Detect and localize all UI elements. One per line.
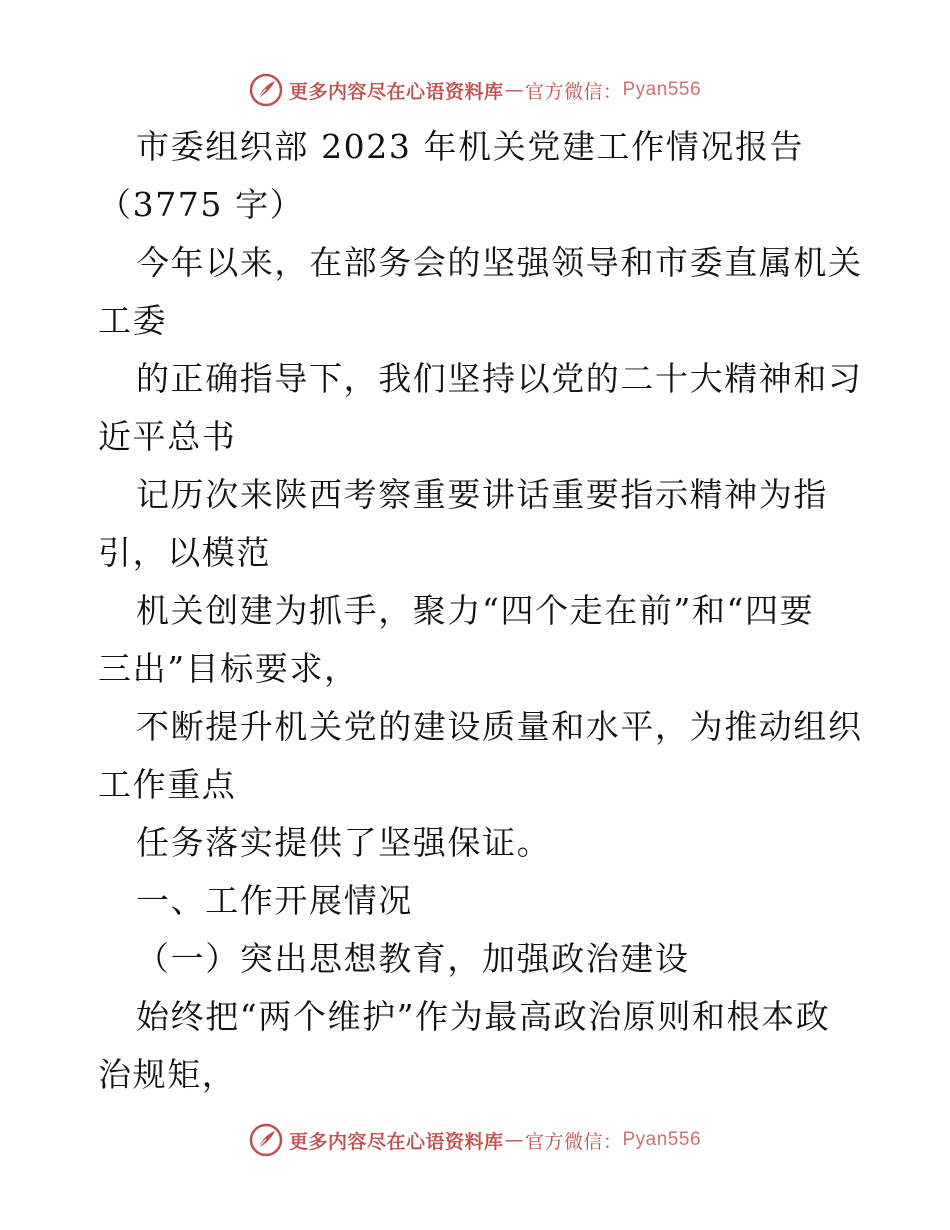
watermark-wechat-label: 官方微信： <box>524 80 623 103</box>
document-title: 市委组织部 2023 年机关党建工作情况报告 <box>136 127 805 166</box>
text-line: 任务落实提供了坚强保证。 <box>136 823 552 862</box>
text-line: 今年以来，在部务会的坚强领导和市委直属机关 <box>136 243 863 282</box>
watermark-wechat-label: 官方微信： <box>524 1130 623 1153</box>
text-line: 近平总书 <box>98 417 237 456</box>
watermark-brand: 更多内容尽在心语资料库 <box>288 1130 504 1153</box>
feather-pen-logo-icon <box>249 73 283 107</box>
text-line: 三出”目标要求， <box>98 649 359 688</box>
text-line: 的正确指导下，我们坚持以党的二十大精神和习 <box>136 359 863 398</box>
watermark-separator: — <box>504 1129 524 1151</box>
text-line: 机关创建为抓手，聚力“四个走在前”和“四要 <box>136 591 815 630</box>
text-line: 始终把“两个维护”作为最高政治原则和根本政 <box>136 997 831 1036</box>
document-body <box>98 118 863 1104</box>
section-heading: 一、工作开展情况 <box>136 881 413 920</box>
text-line: 治规矩， <box>98 1055 237 1094</box>
feather-pen-logo-icon <box>249 1123 283 1157</box>
text-line: （3775 字） <box>98 185 305 224</box>
text-line: 工作重点 <box>98 765 237 804</box>
header-watermark <box>0 70 950 110</box>
text-line: 引，以模范 <box>98 533 271 572</box>
text-line: 记历次来陕西考察重要讲话重要指示精神为指 <box>136 475 828 514</box>
subsection-heading: （一）突出思想教育，加强政治建设 <box>136 939 690 978</box>
text-line: 不断提升机关党的建设质量和水平，为推动组织 <box>136 707 863 746</box>
watermark-brand: 更多内容尽在心语资料库 <box>288 80 504 103</box>
watermark-separator: — <box>504 79 524 101</box>
watermark-wechat-id: Pyan556 <box>622 79 702 100</box>
watermark-wechat-id: Pyan556 <box>622 1129 702 1150</box>
footer-watermark <box>0 1120 950 1160</box>
text-line: 工委 <box>98 301 168 340</box>
